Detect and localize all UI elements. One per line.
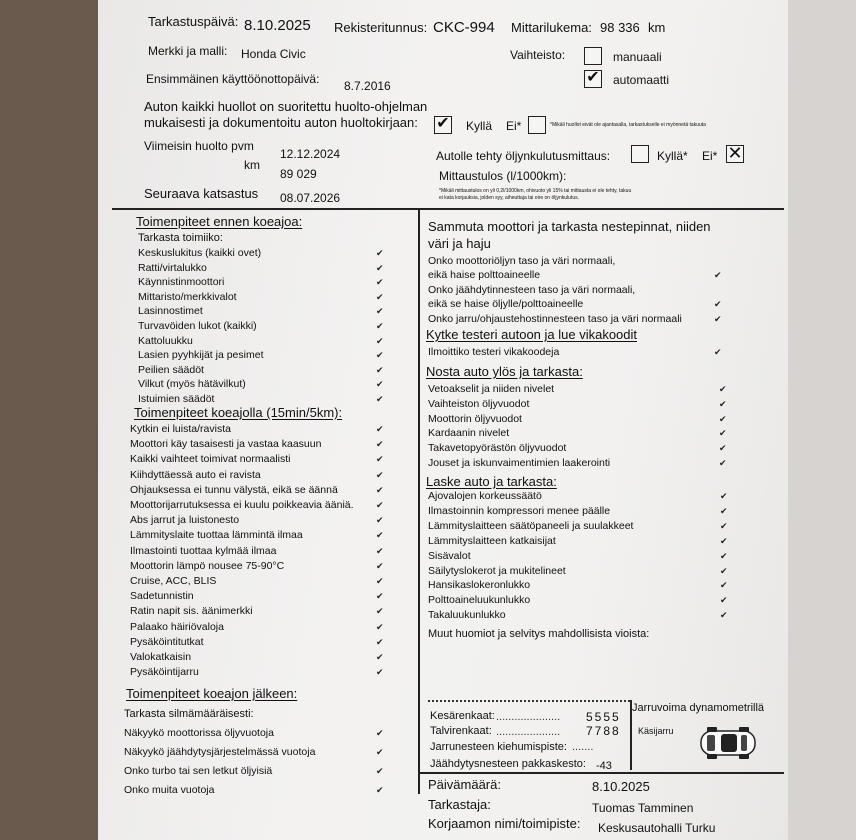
checklist-item: Lasien pyyhkijät ja pesimet [138,349,264,362]
coolant-value: -43 [596,760,612,772]
last-service-date: 12.12.2024 [280,147,341,161]
checklist-item: Ohjauksessa ei tunnu välystä, eikä se äännä [130,483,338,496]
gearbox-manual-checkbox[interactable] [584,47,602,65]
checklist-item: Ilmoittiko testeri vikakoodeja [428,346,560,358]
date-value: 8.10.2025 [592,779,650,794]
odometer-unit: km [648,20,666,35]
inspection-date-value: 8.10.2025 [244,17,311,34]
checklist-item: eikä haise polttoaineelle [428,269,541,282]
check-icon: ✔ [720,550,728,561]
inspection-date-label: Tarkastuspäivä: [148,14,239,29]
section-title-lower: Laske auto ja tarkasta: [426,474,557,489]
checklist-item: Moottori käy tasaisesti ja vastaa kaasuun [130,438,322,451]
check-icon: ✔ [376,576,384,586]
checklist-item: Jouset ja iskunvaimentimien laakerointi [428,457,611,469]
checklist-item: Istuimien säädöt [138,393,215,405]
checklist-item: Säilytyslokerot ja mukitelineet [428,564,566,577]
checklist-item: Lämmityslaite tuottaa lämmintä ilmaa [130,529,303,542]
checklist-item: Ratin napit sis. äänimerkki [130,605,253,618]
check-icon: ✔ [720,580,728,591]
check-icon: ✔ [376,379,384,390]
check-icon: ✔ [720,520,728,531]
coolant-label: Jäähdytysnesteen pakkaskesto: [430,758,586,770]
gearbox-auto-label: automaatti [613,73,670,87]
oil-yes-checkbox[interactable] [631,145,649,163]
check-icon: ✔ [719,443,727,454]
checklist-item: Pysäköintitutkat [130,635,204,648]
inspector-label: Tarkastaja: [428,797,491,812]
service-yes-label: Kyllä [466,119,493,133]
gearbox-manual-label: manuaali [613,50,662,64]
check-icon: ✔ [376,530,384,541]
checklist-item: Kiihdyttäessä auto ei ravista [130,468,261,481]
check-icon: ✔ [714,270,722,281]
brake-fluid-label: Jarrunesteen kiehumispiste: [430,741,567,753]
checklist-item: Keskuslukitus (kaikki ovet) [138,247,262,259]
checklist-item: Abs jarrut ja luistonesto [130,514,240,527]
section-title-fluids-2: väri ja haju [428,236,491,251]
checklist-item: Lämmityslaitteen katkaisijat [428,534,556,547]
check-icon: ✔ [719,428,727,439]
oil-yes-label: Kyllä* [657,149,688,163]
checklist-item: Käynnistinmoottori [138,276,225,289]
check-icon: ✔ [376,728,384,738]
next-inspection-label: Seuraava katsastus [144,186,259,201]
check-icon: ✔ [436,115,450,132]
checklist-item: Moottorijarrutuksessa ei kuulu poikkeavia ääniä. [130,499,354,511]
check-icon: ✔ [376,500,384,510]
check-icon: ✔ [376,621,384,632]
check-icon: ✔ [376,606,384,617]
section-title-lift: Nosta auto ylös ja tarkasta: [426,364,583,379]
check-icon: ✔ [586,69,600,86]
check-icon: ✔ [376,484,384,495]
check-icon: ✔ [720,535,728,546]
checklist-item: Lämmityslaitteen säätöpaneeli ja suulakkeet [428,519,634,532]
oil-note-1: *Mikäli mittaustulos on yli 0,2l/1000km, ohivuoto yli 15% tai mittausta ei ole tehty, takuu [439,188,632,194]
check-icon: ✔ [376,306,384,317]
column-divider [418,208,420,794]
check-icon: ✔ [714,299,722,310]
checklist-item: Palaako häiriövaloja [130,620,224,633]
section-subtitle: Tarkasta silmämääräisesti: [124,708,254,720]
checklist-item: Onko turbo tai sen letkut öljyisiä [124,765,273,777]
checklist-item: Näkyykö jäähdytysjärjestelmässä vuotoja [124,746,316,758]
checklist-item: Kytkin ei luista/ravista [130,423,231,435]
check-icon: ✔ [719,458,727,468]
oil-measure-label: Autolle tehty öljynkulutusmittaus: [436,149,611,163]
checklist-item: Näkyykö moottorissa öljyvuotoja [124,727,274,739]
check-icon: ✔ [720,595,728,606]
checklist-item: Vaihteiston öljyvuodot [428,397,530,410]
checklist-item: Takavetopyörästön öljyvuodot [428,442,567,455]
footer-divider [418,772,784,774]
checklist-item: Sisävalot [428,549,471,562]
make-value: Honda Civic [241,47,306,61]
checklist-item: Pysäköintijarru [130,666,199,679]
checklist-item: Kattoluukku [138,334,193,347]
section-title-after-drive: Toimenpiteet koeajon jälkeen: [126,686,298,701]
gearbox-label: Vaihteisto: [510,48,566,62]
service-line2: mukaisesti ja dokumentoitu auton huoltokirjaan: [144,115,418,130]
last-service-label: Viimeisin huolto pvm [144,139,254,153]
check-icon: ✔ [376,439,384,450]
checklist-item: Polttoaineluukunlukko [428,594,531,607]
checklist-item: Vilkut (myös hätävilkut) [138,378,246,391]
checklist-item: Moottorin öljyvuodot [428,412,522,425]
summer-tires-value: 5555 [586,710,621,724]
check-icon: ✔ [376,277,384,288]
first-use-label: Ensimmäinen käyttöönottopäivä: [146,72,320,86]
oil-note-2: ei kata korjauksia, jolden syy, aiheuttaja tai oire on öljynkulutus. [439,195,579,201]
service-no-label: Ei* [506,119,522,133]
last-service-km: 89 029 [280,167,317,181]
check-icon: ✔ [376,560,384,571]
check-icon: ✔ [714,313,722,324]
last-service-km-label: km [244,158,260,172]
inspection-sheet [98,0,788,840]
checklist-item: Ajovalojen korkeussäätö [428,490,542,502]
check-icon: ✔ [376,545,384,556]
cross-icon: ✕ [727,143,743,163]
header-divider [112,208,784,210]
section-title-test-drive: Toimenpiteet koeajolla (15min/5km): [134,405,343,420]
dyno-title: Jarruvoima dynamometrillä [632,702,765,714]
car-top-view-icon [693,724,763,762]
first-use-value: 8.7.2016 [344,79,391,93]
check-icon: ✔ [376,785,384,795]
checklist-item: Peilien säädöt [138,363,204,376]
odometer-label: Mittarilukema: [511,20,592,35]
check-icon: ✔ [376,515,384,526]
check-icon: ✔ [714,347,722,357]
check-icon: ✔ [376,335,384,346]
check-icon: ✔ [376,591,384,602]
reg-value: CKC-994 [433,19,495,36]
check-icon: ✔ [376,364,384,375]
inspector-value: Tuomas Tamminen [592,801,694,815]
checklist-item: Turvavöiden lukot (kaikki) [138,320,257,332]
winter-tires-value: 7788 [586,724,621,738]
check-icon: ✔ [376,424,384,434]
check-icon: ✔ [720,565,728,576]
checklist-item: Hansikaslokeronlukko [428,579,531,592]
checklist-item: Sadetunnistin [130,590,194,603]
check-icon: ✔ [719,384,727,394]
oil-no-label: Ei* [702,149,718,163]
checklist-item: Mittaristo/merkkivalot [138,290,237,303]
section-title-tester: Kytke testeri autoon ja lue vikakoodit [426,327,638,342]
next-inspection-date: 08.07.2026 [280,191,341,205]
check-icon: ✔ [376,667,384,678]
checklist-item: Ilmastointi tuottaa kylmää ilmaa [130,544,277,557]
checklist-item: Onko jarru/ohjaustehostinnesteen taso ja väri normaali [428,312,682,325]
check-icon: ✔ [376,766,384,776]
checklist-item: Onko jäähdytinnesteen taso ja väri normaali, [428,283,636,296]
check-icon: ✔ [719,398,727,409]
section-subtitle: Tarkasta toimiiko: [138,232,223,244]
check-icon: ✔ [376,469,384,480]
date-label: Päivämäärä: [428,777,501,792]
oil-result-label: Mittaustulos (l/1000km): [439,169,567,183]
service-note: *Mikäli huollot eivät ole ajantasalla, tarkastukselle ei myönnetä takuuta [550,122,706,128]
check-icon: ✔ [376,454,384,465]
summer-tires-label: Kesärenkaat: [430,710,495,722]
check-icon: ✔ [376,321,384,331]
checklist-item: Vetoakselit ja niiden nivelet [428,383,555,395]
check-icon: ✔ [720,610,728,621]
checklist-item: Ratti/virtalukko [138,261,207,274]
check-icon: ✔ [376,636,384,647]
notes-label: Muut huomiot ja selvitys mahdollisista vioista: [428,628,650,640]
checklist-item: Cruise, ACC, BLIS [130,575,217,587]
winter-tires-dots: ..................... [496,726,561,738]
checklist-item: Moottorin lämpö nousee 75-90°C [130,559,285,572]
handbrake-label: Käsijarru [638,726,674,736]
checklist-item: Onko muita vuotoja [124,784,215,796]
checklist-item: Kaikki vaihteet toimivat normaalisti [130,453,291,466]
service-no-checkbox[interactable] [528,116,546,134]
checklist-item: eikä se haise öljylle/polttoaineelle [428,298,584,311]
shop-label: Korjaamon nimi/toimipiste: [428,816,581,831]
brake-fluid-dots: ....... [572,741,594,753]
check-icon: ✔ [376,394,384,404]
background-right [788,0,856,840]
reg-label: Rekisteritunnus: [334,20,428,35]
odometer-value: 98 336 [600,20,640,35]
gearbox-auto-checkbox[interactable] [584,70,602,88]
check-icon: ✔ [376,747,384,757]
check-icon: ✔ [719,413,727,424]
summer-tires-dots: ..................... [496,711,561,723]
check-icon: ✔ [376,262,384,273]
section-title-before-drive: Toimenpiteet ennen koeajoa: [136,214,303,229]
checklist-item: Kardaanin nivelet [428,427,510,440]
oil-no-checkbox[interactable] [726,145,744,163]
checklist-item: Takaluukunlukko [428,609,506,622]
make-label: Merkki ja malli: [148,44,228,58]
check-icon: ✔ [376,248,384,258]
background-left [0,0,98,840]
service-line1: Auton kaikki huollot on suoritettu huolto-ohjelman [144,99,428,114]
check-icon: ✔ [376,652,384,662]
check-icon: ✔ [376,350,384,361]
section-title-fluids-1: Sammuta moottori ja tarkasta nestepinnat, niiden [428,219,711,234]
checklist-item: Lasinnostimet [138,305,203,318]
check-icon: ✔ [720,505,728,516]
checklist-item: Ilmastoinnin kompressori menee päälle [428,504,611,517]
check-icon: ✔ [720,491,728,501]
checklist-item: Onko moottoriöljyn taso ja väri normaali, [428,255,616,267]
shop-value: Keskusautohalli Turku [598,821,716,835]
checklist-item: Valokatkaisin [130,651,192,663]
winter-tires-label: Talvirenkaat: [430,725,492,737]
notes-line [428,700,630,702]
check-icon: ✔ [376,291,384,302]
service-yes-checkbox[interactable] [434,116,452,134]
